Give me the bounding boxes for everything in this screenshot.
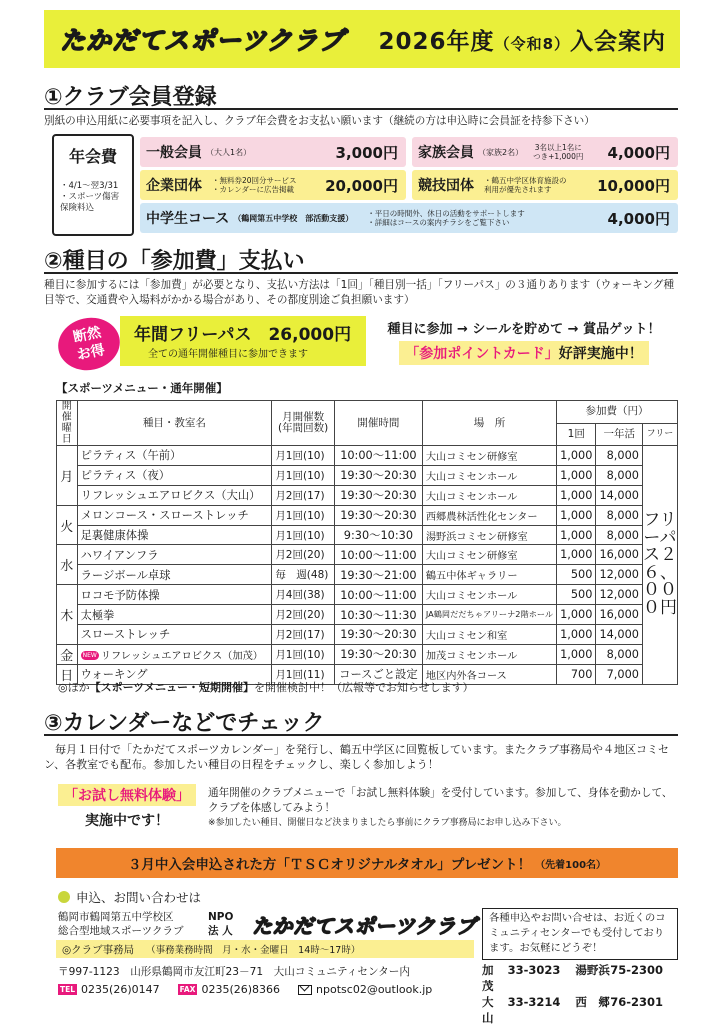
fee-competition: 競技団体 ・鶴五中学区体育施設の 利用が優先されます 10,000円 <box>412 170 678 200</box>
cc-tel-row: 大 山 33-3214 西 郷 76-2301 <box>482 995 664 1024</box>
section1-intro: 別紙の申込用紙に必要事項を記入し、クラブ年会費をお支払い願います（継続の方は申込時に会員証を持参下さい） <box>44 115 595 127</box>
table-row: 金 NEW リフレッシュエアロビクス（加茂） 月1回(10) 19:30～20:30 加茂コミセンホール 1,000 8,000 <box>57 644 678 664</box>
table-row: ピラティス（夜） 月1回(10) 19:30～20:30 大山コミセンホール 1,000 8,000 <box>57 465 678 485</box>
divider <box>44 108 678 110</box>
community-center-note: 各種申込やお問い合せは、お近くのコミュニティセンターでも受付しております。お気軽にどうぞ！ <box>482 908 678 960</box>
section2-heading: ②種目の「参加費」支払い <box>44 249 305 274</box>
tel-icon: TEL <box>60 985 76 994</box>
community-center-tels <box>482 962 678 1024</box>
table-row: 月 ピラティス（午前） 月1回(10) 10:00～11:00 大山コミセン研修室 1,000 8,000 フリーパス２６、０００円 <box>57 446 678 466</box>
table-row: 足裏健康体操 月1回(10) 9:30～10:30 湯野浜コミセン研修室 1,000 8,000 <box>57 525 678 545</box>
table-row: ラージボール卓球 毎 週(48) 19:30～21:00 鶴五中体ギャラリー 500 12,000 <box>57 565 678 585</box>
section1-heading: ①クラブ会員登録 <box>44 85 217 110</box>
club-office-bar: ◎クラブ事務局 （事務業務時間 月・水・金曜日 14時～17時） <box>56 940 474 958</box>
brand-logo-footer: たかだてスポーツクラブ <box>252 914 477 938</box>
fee-corporate: 企業団体 ・無料券20回分サービス ・カレンダーに広告掲載 20,000円 <box>140 170 406 200</box>
fee-general: 一般会員 （大人1名） 3,000円 <box>140 137 406 167</box>
section2-intro: 種目に参加するには「参加費」が必要となり、支払い方法は「1回」「種目別一括」「フリーパス」の３通りあります（ウォーキング種目等で、交通費や入場料がかかる場合があり、その都度別途ご負担願います） <box>44 279 675 306</box>
npo-label: NPO 法 人 <box>208 911 234 937</box>
short-term-note: ◎ほか【スポーツメニュー・短期開催】を開催検討中！（広報等でお知らせします） <box>58 681 474 694</box>
mail-icon <box>298 985 312 995</box>
schedule-table: 開催 曜日 種目・教室名 月開催数 (年間回数) 開催時間 場 所 参加費（円） 1回 一年活 フリー 月 ピラティス（午前） 月1回(10) 10:00～11:00 大山コミセン研修室 1,000 8,000 フリーパス２６、０００円 ピラティス（夜） 月1回(10) 19:30～20:30 大山コミセンホール 1,000 8,000 リフレッシュエアロビクス（大山） 月2回(17) 19:30～20:30 大山コミセンホール 1,000 14,000 火 メロンコース・スローストレッチ 月1回(10) 19:30～20:30 西郷農林活性化センター 1,000 8,000 足裏健康体操 月1回(10) 9:30～10:30 湯野浜コミセン研修室 1,000 8,000 水 ハワイアンフラ 月2回(20) 10:00～11:00 大山コミセン研修室 1,000 16,000 ラージボール卓球 毎 週(48) 19:30～21:00 鶴五中体ギャラリー 500 12,000 木 ロコモ予防体操 月4回(38) 10:00～11:00 大山コミセンホール 500 12,000 太極拳 月2回(20) 10:30～11:30 JA鶴岡だだちゃアリーナ2階ホール 1,000 16,000 スローストレッチ 月2回(17) 19:30～20:30 大山コミセン和室 1,000 14,000 金 NEW リフレッシュエアロビクス（加茂） 月1回(10) 19:30～20:30 加茂コミセンホール 1,000 8,000 日 ウォーキング 月1回(11) コースごと設定 地区内外各コース 700 7,000 <box>56 400 678 685</box>
table-row: 太極拳 月2回(20) 10:30～11:30 JA鶴岡だだちゃアリーナ2階ホール 1,000 16,000 <box>57 605 678 625</box>
fax-icon: FAX <box>179 985 196 994</box>
address: 〒997-1123 山形県鶴岡市友江町23－71 大山コミュニティセンター内 <box>58 966 410 978</box>
cc-tel-row: 加 茂 33-3023 湯野浜 75-2300 <box>482 963 664 993</box>
free-trial-text: 通年開催のクラブメニューで「お試し無料体験」を受付しています。参加して、身体を動かして、クラブを体感してみよう！ ※参加したい種目、開催日など決まりましたら事前にクラブ事務局にお申し込み下さい。 <box>208 787 673 828</box>
tel-number[interactable]: 0235(26)0147 <box>81 983 160 996</box>
annual-fee-note: ・4/1～翌3/31 ・スポーツ傷害保険料込 <box>60 181 120 213</box>
new-badge: NEW <box>82 652 97 660</box>
email-link[interactable]: npotsc02@outlook.jp <box>316 983 433 996</box>
annual-fee-title: 年会費 <box>68 147 117 166</box>
fee-family: 家族会員 （家族2名） 3名以上1名に つき+1,000円 4,000円 <box>412 137 678 167</box>
point-card-promo: 種目に参加 → シールを貯めて → 賞品ゲット！ 「参加ポイントカード」好評実施中！ <box>372 318 676 366</box>
contact-numbers <box>58 983 478 996</box>
brand-logo: たかだてスポーツクラブ <box>60 26 345 55</box>
divider <box>44 734 678 736</box>
contact-heading: 申込、お問い合わせは <box>58 888 201 906</box>
org-name: 鶴岡市鶴岡第五中学校区 総合型地域スポーツクラブ <box>58 911 184 937</box>
annual-fee-box <box>52 134 134 236</box>
title-bar <box>44 10 680 68</box>
table-row: 火 メロンコース・スローストレッチ 月1回(10) 19:30～20:30 西郷農林活性化センター 1,000 8,000 <box>57 505 678 525</box>
freepass-vertical-label: フリーパス２６、０００円 <box>642 446 677 685</box>
page-title: 2026年度（令和8）入会案内 <box>378 28 666 55</box>
menu-heading: 【スポーツメニュー・通年開催】 <box>56 381 228 395</box>
table-row: スローストレッチ 月2回(17) 19:30～20:30 大山コミセン和室 1,000 14,000 <box>57 625 678 645</box>
towel-present-banner: ３月中入会申込された方「ＴＳＣオリジナルタオル」プレゼント！ （先着100名） <box>56 848 678 878</box>
table-row: 木 ロコモ予防体操 月4回(38) 10:00～11:00 大山コミセンホール 500 12,000 <box>57 585 678 605</box>
best-deal-badge: 断然 お得 <box>53 312 124 376</box>
bullet-dot-icon <box>58 891 70 903</box>
section3-intro: 毎月１日付で「たかだてスポーツカレンダー」を発行し、鶴五中学区に回覧板しています。またクラブ事務局や４地区コミセン、各教室でも配布。参加したい種目の日程をチェックし、楽しく参加しよう！ <box>44 743 669 771</box>
fee-junior-high: 中学生コース （鶴岡第五中学校 部活動支援） ・平日の時間外、休日の活動をサポートします ・詳細はコースの案内チラシをご覧下さい 4,000円 <box>140 203 678 233</box>
section3-heading: ③カレンダーなどでチェック <box>44 711 325 736</box>
divider <box>44 272 678 274</box>
table-row: リフレッシュエアロビクス（大山） 月2回(17) 19:30～20:30 大山コミセンホール 1,000 14,000 <box>57 485 678 505</box>
annual-freepass-banner: 年間フリーパス 26,000円 全ての通年開催種目に参加できます <box>120 316 366 366</box>
table-row: 水 ハワイアンフラ 月2回(20) 10:00～11:00 大山コミセン研修室 1,000 16,000 <box>57 545 678 565</box>
table-row: 日 ウォーキング 月1回(11) コースごと設定 地区内外各コース 700 7,000 <box>57 664 678 684</box>
fax-number: 0235(26)8366 <box>201 983 281 996</box>
free-trial-badge: 「お試し無料体験」 実施中です！ <box>56 784 198 830</box>
